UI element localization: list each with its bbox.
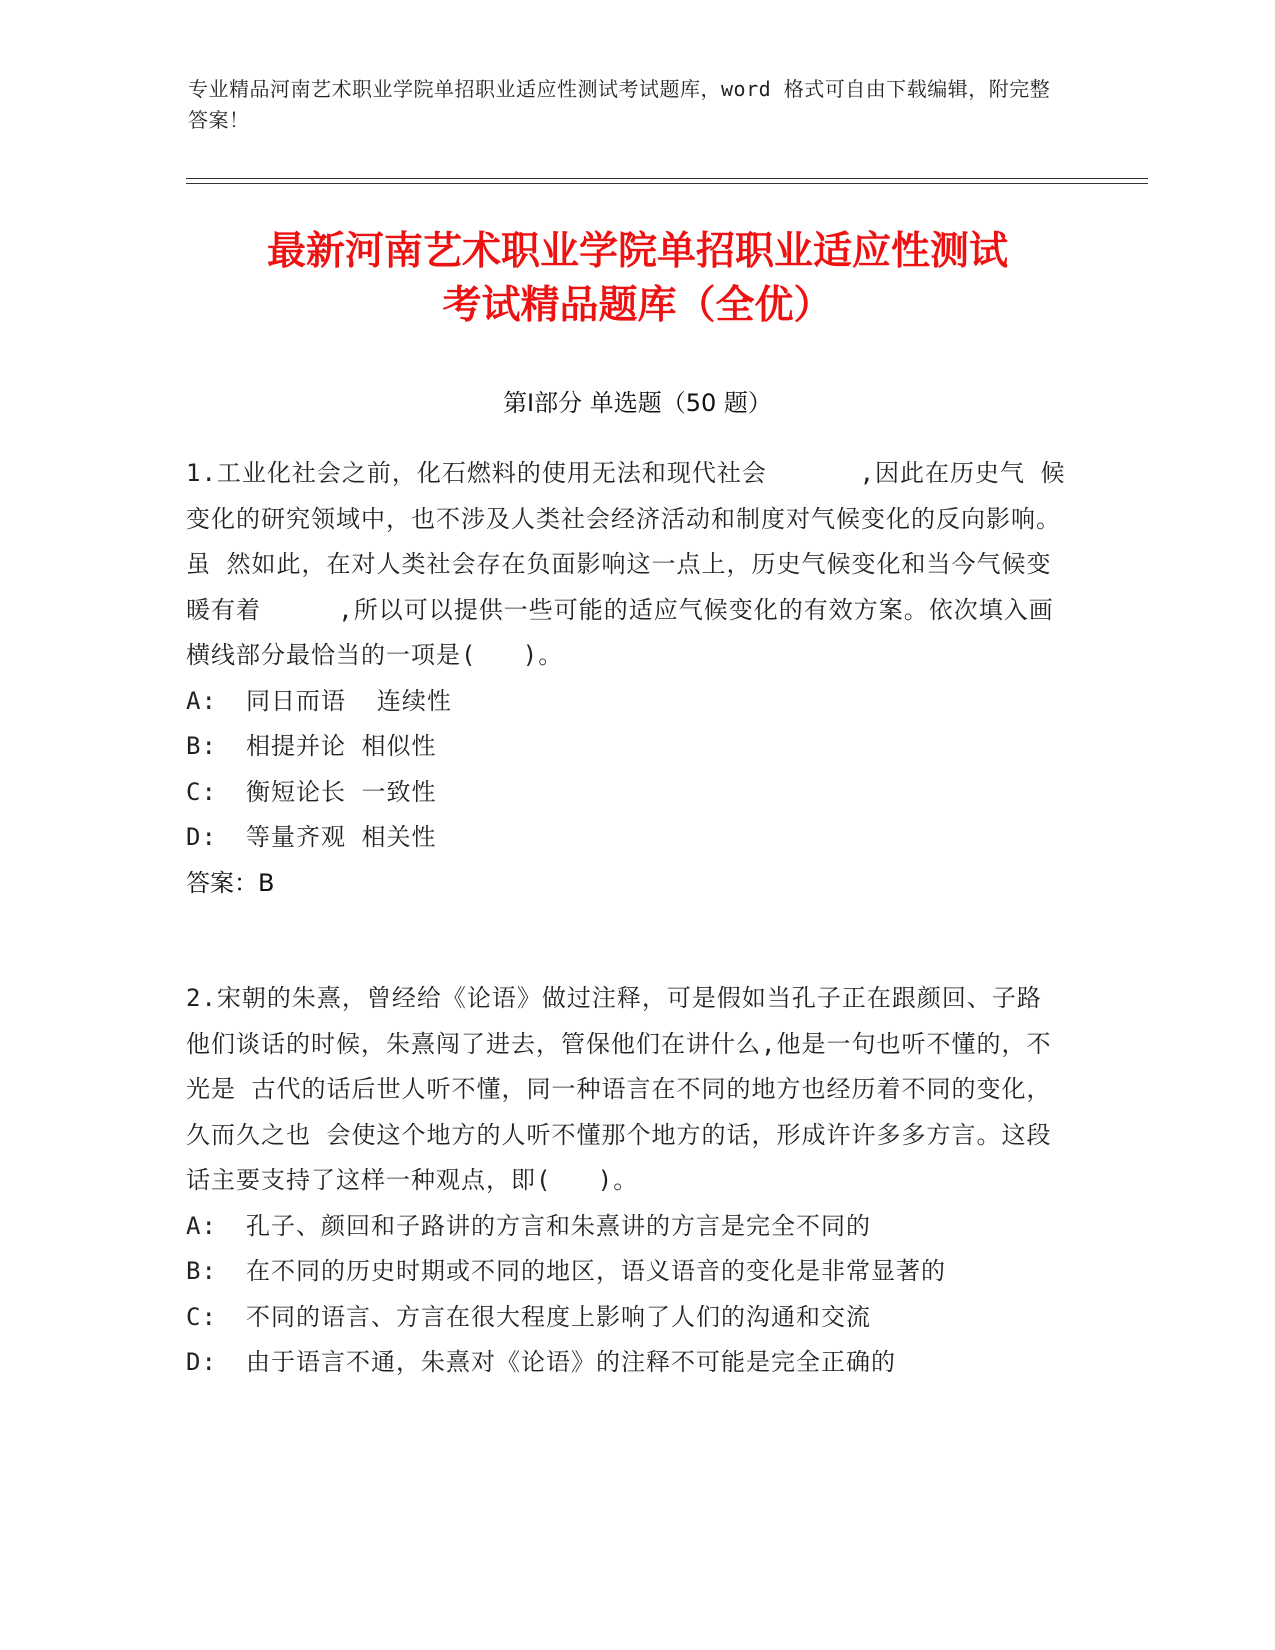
option-letter: A: [186,1211,217,1240]
question-1 [186,451,1066,906]
header-rule-top [186,178,1148,179]
option-letter: D: [186,823,217,851]
section-title: 第Ⅰ部分 单选题（50 题） [503,389,772,417]
option-text: 相提并论 相似性 [246,732,437,760]
option-letter: C: [186,777,217,806]
header-note: 专业精品河南艺术职业学院单招职业适应性测试考试题库，word 格式可自由下载编辑，附完整答案！ [188,77,1051,132]
title-line-1: 最新河南艺术职业学院单招职业适应性测试 [266,229,1008,274]
option-text: 在不同的历史时期或不同的地区，语义语音的变化是非常显著的 [246,1257,946,1285]
option-letter: D: [186,1348,217,1376]
option-a [186,679,1066,725]
option-text: 同日而语 连续性 [246,686,452,715]
document-title [160,225,1115,333]
option-text: 衡短论长 一致性 [246,777,437,806]
option-text: 由于语言不通，朱熹对《论语》的注释不可能是完全正确的 [246,1348,896,1376]
question-2 [186,976,1066,1386]
option-c [186,1295,1066,1341]
question-stem: 1.工业化社会之前，化石燃料的使用无法和现代社会 ,因此在历史气 候变化的研究领域中，也不涉及人类社会经济活动和制度对气候变化的反向影响。虽 然如此，在对人类社会存在负面影响这一点上，历史气候变化和当今气候变暖有着 ,所以可以提供一些可能的适应气候变化的有效方案。依次填入画横线部分最恰当的一项是( )。 [186,459,1066,669]
option-letter: A: [186,686,217,715]
option-text: 不同的语言、方言在很大程度上影响了人们的沟通和交流 [246,1302,871,1331]
option-letter: B: [186,732,217,760]
option-text: 孔子、颜回和子路讲的方言和朱熹讲的方言是完全不同的 [246,1211,871,1240]
header-rule-bottom [186,183,1148,184]
title-line-2: 考试精品题库（全优） [442,283,833,328]
option-b [186,724,1066,770]
option-a [186,1204,1066,1250]
option-letter: C: [186,1302,217,1331]
option-c [186,770,1066,816]
question-stem: 2.宋朝的朱熹，曾经给《论语》做过注释，可是假如当孔子正在跟颜回、子路 他们谈话的时候，朱熹闯了进去，管保他们在讲什么,他是一句也听不懂的，不光是 古代的话后世人听不懂，同一种语言在不同的地方也经历着不同的变化，久而久之也 会使这个地方的人听不懂那个地方的话，形成许许多多方言。这段话主要支持了这样一种观点，即( )。 [186,984,1058,1194]
option-text: 等量齐观 相关性 [246,823,437,851]
option-letter: B: [186,1257,217,1285]
option-b [186,1249,1066,1295]
option-d [186,815,1066,861]
option-d [186,1340,1066,1386]
answer-line: 答案：B [186,868,275,897]
